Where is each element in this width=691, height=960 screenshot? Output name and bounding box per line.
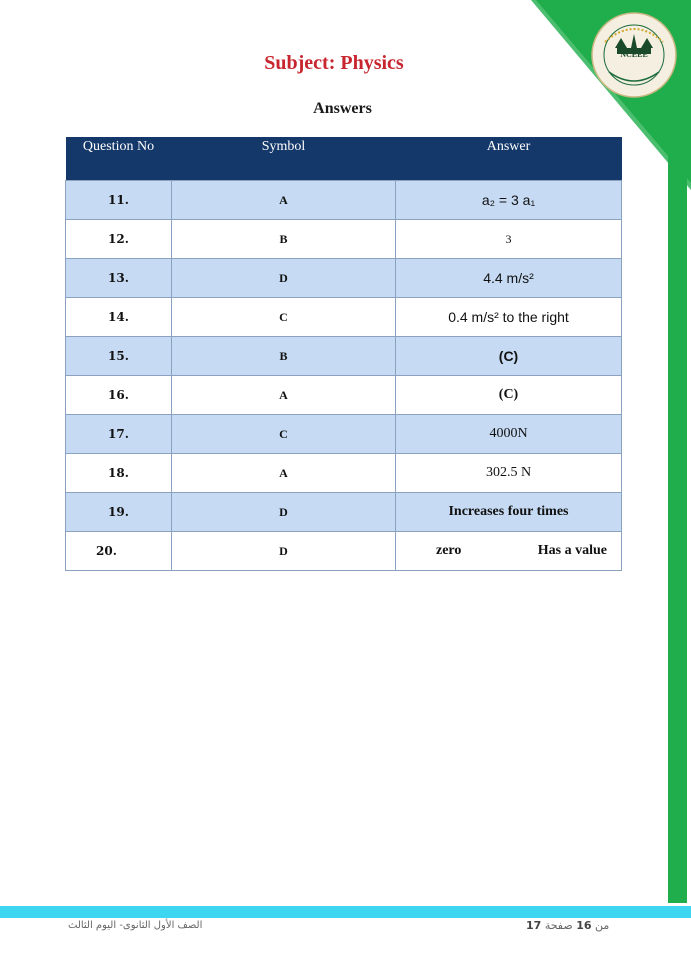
- question-number: 14.: [66, 298, 172, 337]
- footer-grade-label: الصف الأول الثانوى- اليوم الثالث: [68, 920, 203, 931]
- question-number: 18.: [66, 454, 172, 493]
- page-title: Subject: Physics: [264, 52, 404, 74]
- answer-value: (C): [396, 376, 622, 415]
- page-word: صفحة: [544, 919, 573, 932]
- page-current: 16: [576, 919, 592, 932]
- answer-value: 3: [396, 220, 622, 259]
- answer-symbol: B: [172, 220, 396, 259]
- table-row: [66, 259, 622, 298]
- table-row: [66, 337, 622, 376]
- answer-symbol: D: [172, 493, 396, 532]
- answer-symbol: C: [172, 298, 396, 337]
- answer-value: 302.5 N: [396, 454, 622, 493]
- column-header-question: Question No: [66, 137, 172, 181]
- question-number: 15.: [66, 337, 172, 376]
- answer-option-has-value: Has a value: [537, 543, 607, 558]
- answer-symbol: B: [172, 337, 396, 376]
- page-total: 17: [526, 919, 542, 932]
- answer-symbol: D: [172, 532, 396, 571]
- answer-symbol: C: [172, 415, 396, 454]
- answer-symbol: A: [172, 181, 396, 220]
- answer-symbol: A: [172, 376, 396, 415]
- logo-label: NCEEE: [620, 50, 648, 59]
- page-of: من: [595, 919, 610, 932]
- question-number: 17.: [66, 415, 172, 454]
- question-number: 13.: [66, 259, 172, 298]
- answer-option-zero: zero: [436, 543, 462, 558]
- question-number: 20.: [66, 532, 172, 571]
- answer-value: 0.4 m/s² to the right: [396, 298, 622, 337]
- answer-value: 4.4 m/s²: [396, 259, 622, 298]
- answer-symbol: A: [172, 454, 396, 493]
- column-header-symbol: Symbol: [172, 137, 396, 181]
- table-header-row: [66, 137, 622, 181]
- column-header-answer: Answer: [396, 137, 622, 181]
- answer-value: (C): [396, 337, 622, 376]
- table-row: [66, 181, 622, 220]
- answers-table: [65, 137, 622, 571]
- green-side-bar: [668, 155, 687, 903]
- answer-value: Increases four times: [396, 493, 622, 532]
- footer-bar: [0, 906, 691, 918]
- section-heading: Answers: [313, 100, 372, 117]
- answer-value: a₂ = 3 a₁: [396, 181, 622, 220]
- question-number: 12.: [66, 220, 172, 259]
- table-row: [66, 415, 622, 454]
- page-number: [526, 919, 609, 932]
- answer-symbol: D: [172, 259, 396, 298]
- table-row: [66, 454, 622, 493]
- answer-value: 4000N: [396, 415, 622, 454]
- question-number: 16.: [66, 376, 172, 415]
- table-row: [66, 376, 622, 415]
- table-row: [66, 220, 622, 259]
- table-row: [66, 532, 622, 571]
- answer-value: [396, 532, 622, 571]
- question-number: 19.: [66, 493, 172, 532]
- table-row: [66, 298, 622, 337]
- question-number: 11.: [66, 181, 172, 220]
- table-row: [66, 493, 622, 532]
